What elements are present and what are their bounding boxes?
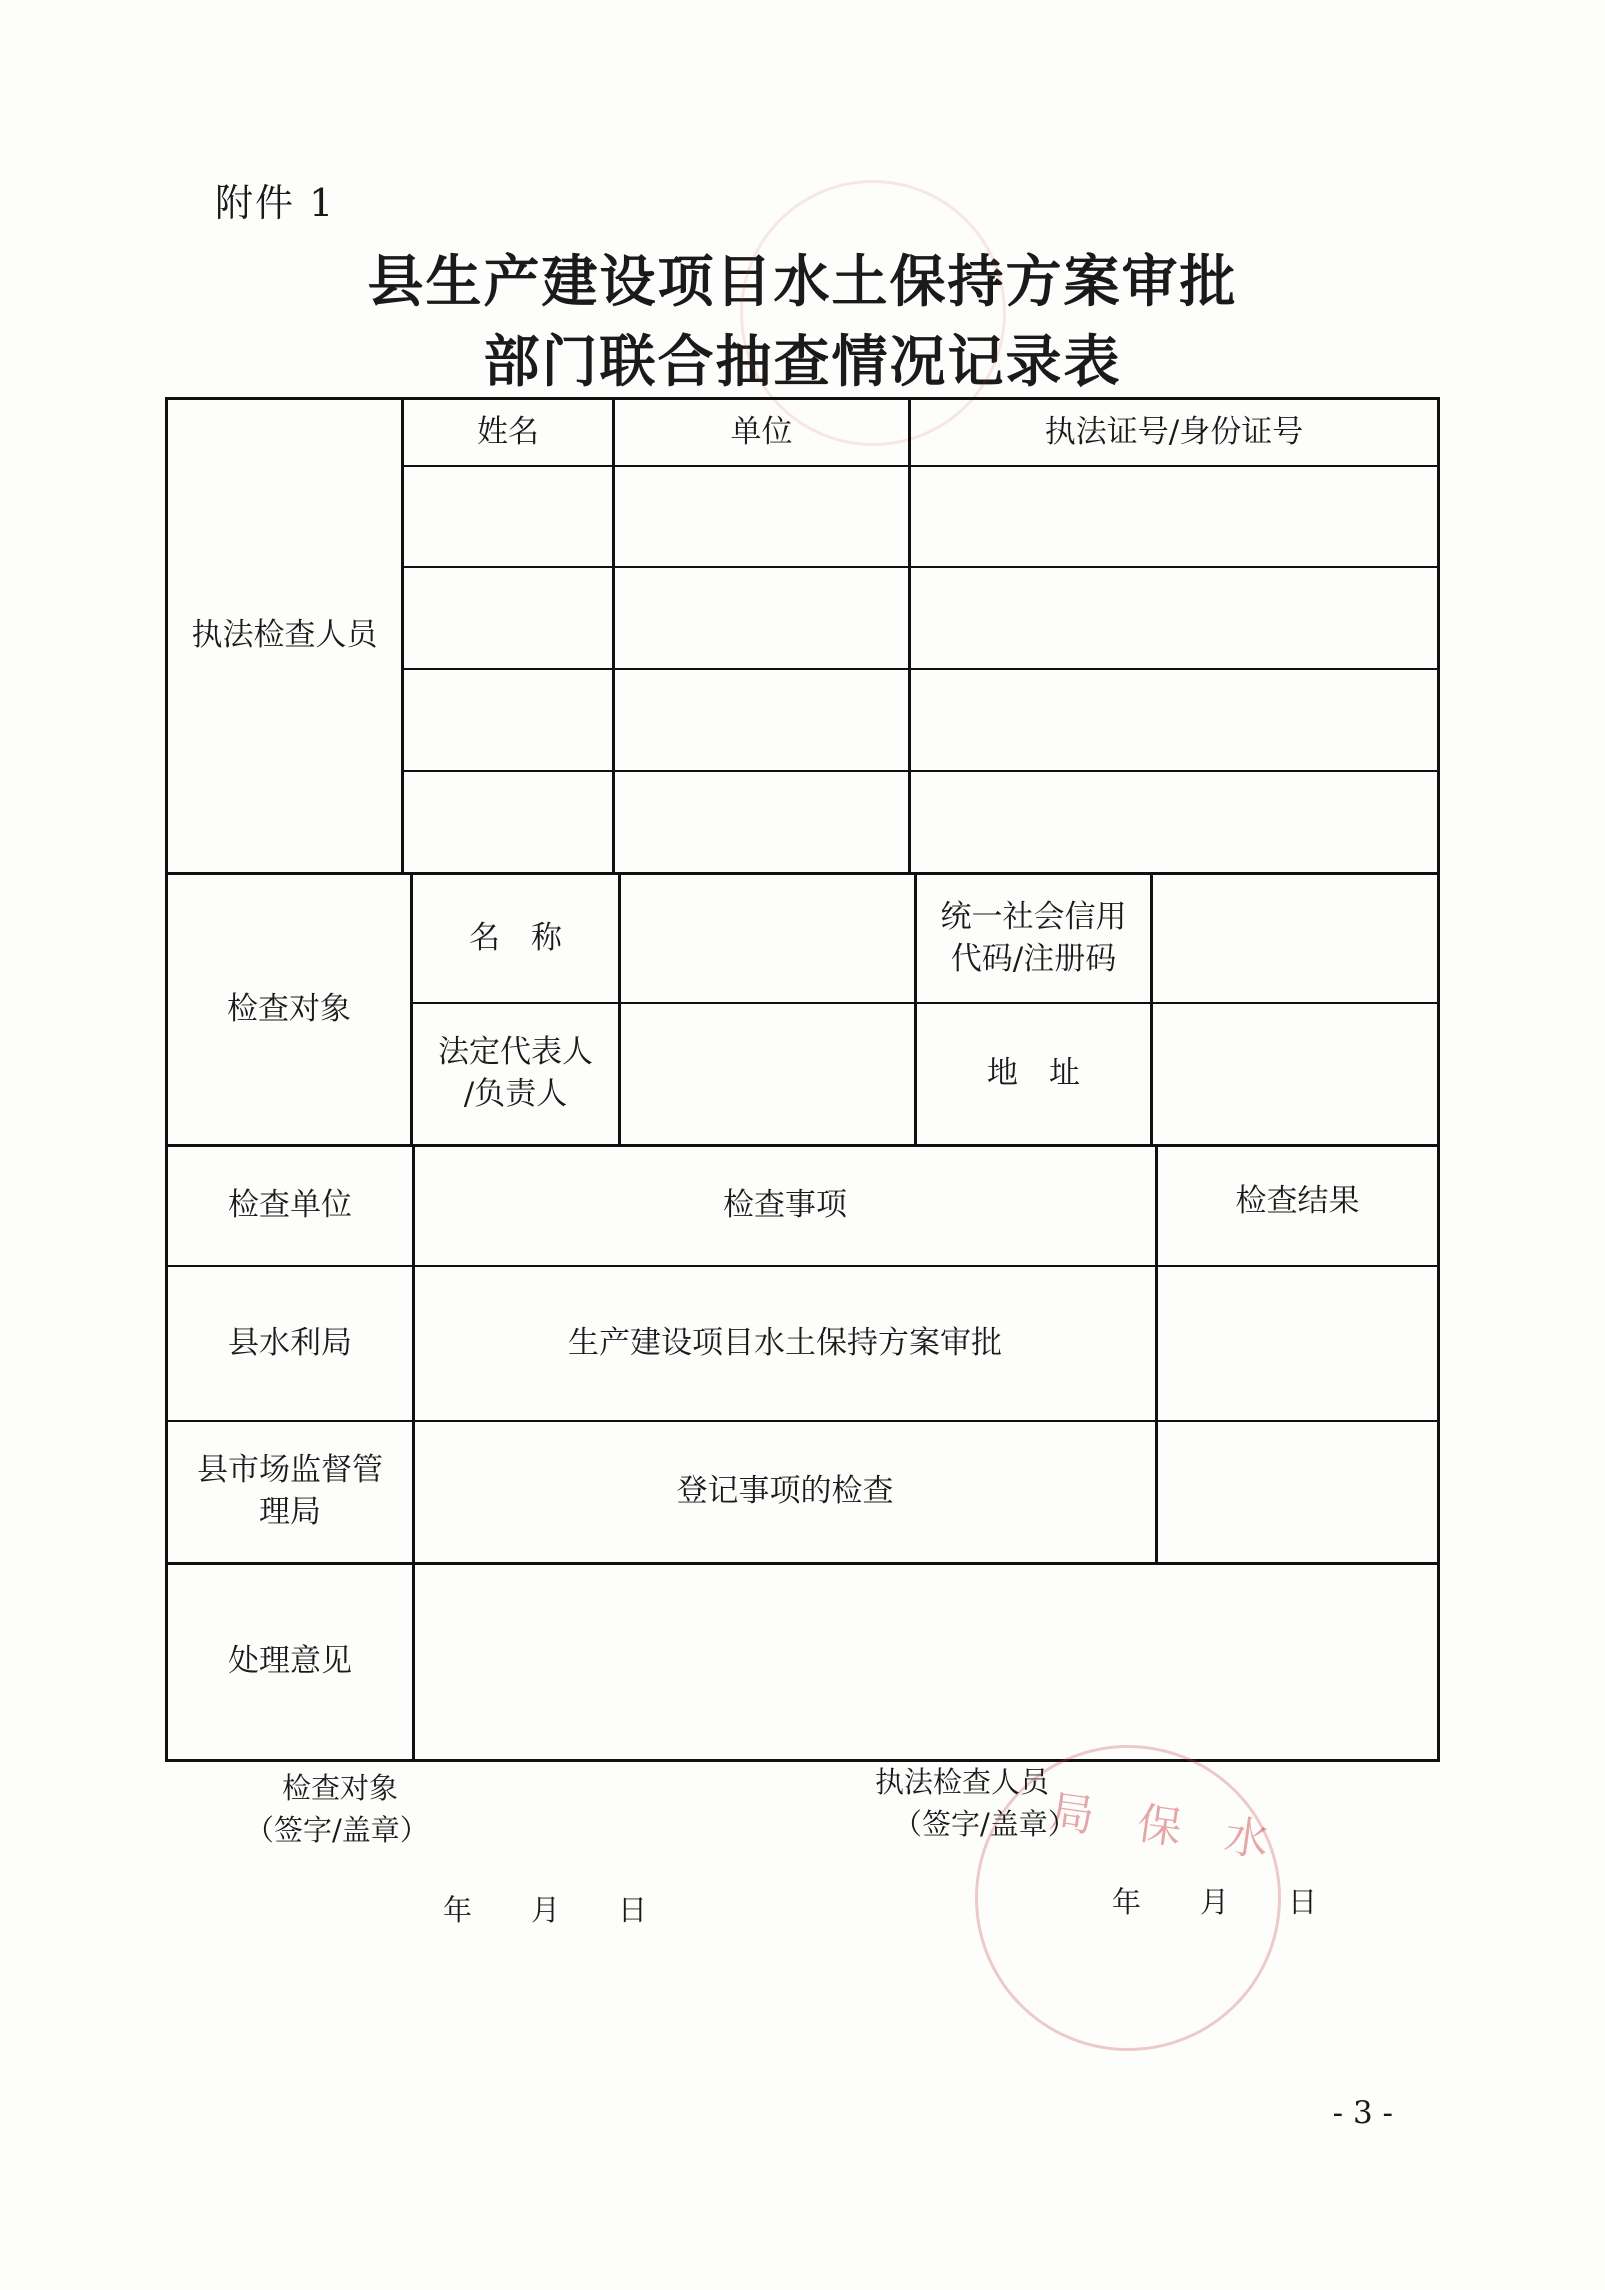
inspector-sign-note: （签字/盖章） [893, 1807, 1077, 1841]
credit-code-label [917, 875, 1150, 1002]
credit-code-label-line2: 代码/注册码 [950, 940, 1117, 977]
target-name-label: 名 称 [469, 919, 562, 956]
credit-code-label-line1: 统一社会信用 [940, 898, 1127, 935]
target-sign-label: 检查对象 [282, 1771, 399, 1805]
address-label: 地 址 [987, 1055, 1080, 1092]
target-date-day: 日 [618, 1893, 648, 1927]
row2-unit-line2: 理局 [259, 1494, 321, 1530]
column-header-name: 姓名 [477, 413, 539, 450]
page-title-line1: 县生产建设项目水土保持方案审批 [367, 249, 1238, 315]
official-stamp-text: 局 保 水 [1046, 1785, 1272, 1868]
column-header-id: 执法证号/身份证号 [1044, 413, 1304, 450]
attachment-label: 附件 1 [215, 181, 336, 225]
check-item-header: 检查事项 [723, 1187, 847, 1224]
inspector-date-day: 日 [1288, 1885, 1318, 1919]
page-number: - 3 - [1332, 2095, 1393, 2131]
check-result-header: 检查结果 [1235, 1183, 1360, 1220]
inspectors-row-label: 执法检查人员 [191, 617, 378, 654]
opinion-label: 处理意见 [228, 1643, 352, 1680]
row2-item: 登记事项的检查 [676, 1473, 894, 1510]
legal-rep-label [413, 1004, 618, 1144]
row1-unit: 县水利局 [228, 1324, 352, 1361]
target-date-month: 月 [531, 1893, 561, 1927]
row1-item: 生产建设项目水土保持方案审批 [568, 1324, 1002, 1361]
target-date-year: 年 [443, 1893, 473, 1927]
inspector-date-month: 月 [1200, 1885, 1230, 1919]
legal-rep-label-line1: 法定代表人 [438, 1034, 593, 1071]
inspector-sign-label: 执法检查人员 [875, 1765, 1050, 1799]
target-row-label: 检查对象 [227, 990, 351, 1027]
column-header-unit: 单位 [730, 413, 793, 450]
legal-rep-label-line2: /负责人 [463, 1076, 568, 1112]
target-sign-note: （签字/盖章） [245, 1813, 429, 1847]
check-unit-header: 检查单位 [228, 1187, 352, 1224]
page-title-line2: 部门联合抽查情况记录表 [483, 329, 1122, 395]
row2-unit-line1: 县市场监督管 [197, 1452, 383, 1489]
inspector-date-year: 年 [1112, 1885, 1142, 1919]
row2-unit [168, 1422, 412, 1562]
